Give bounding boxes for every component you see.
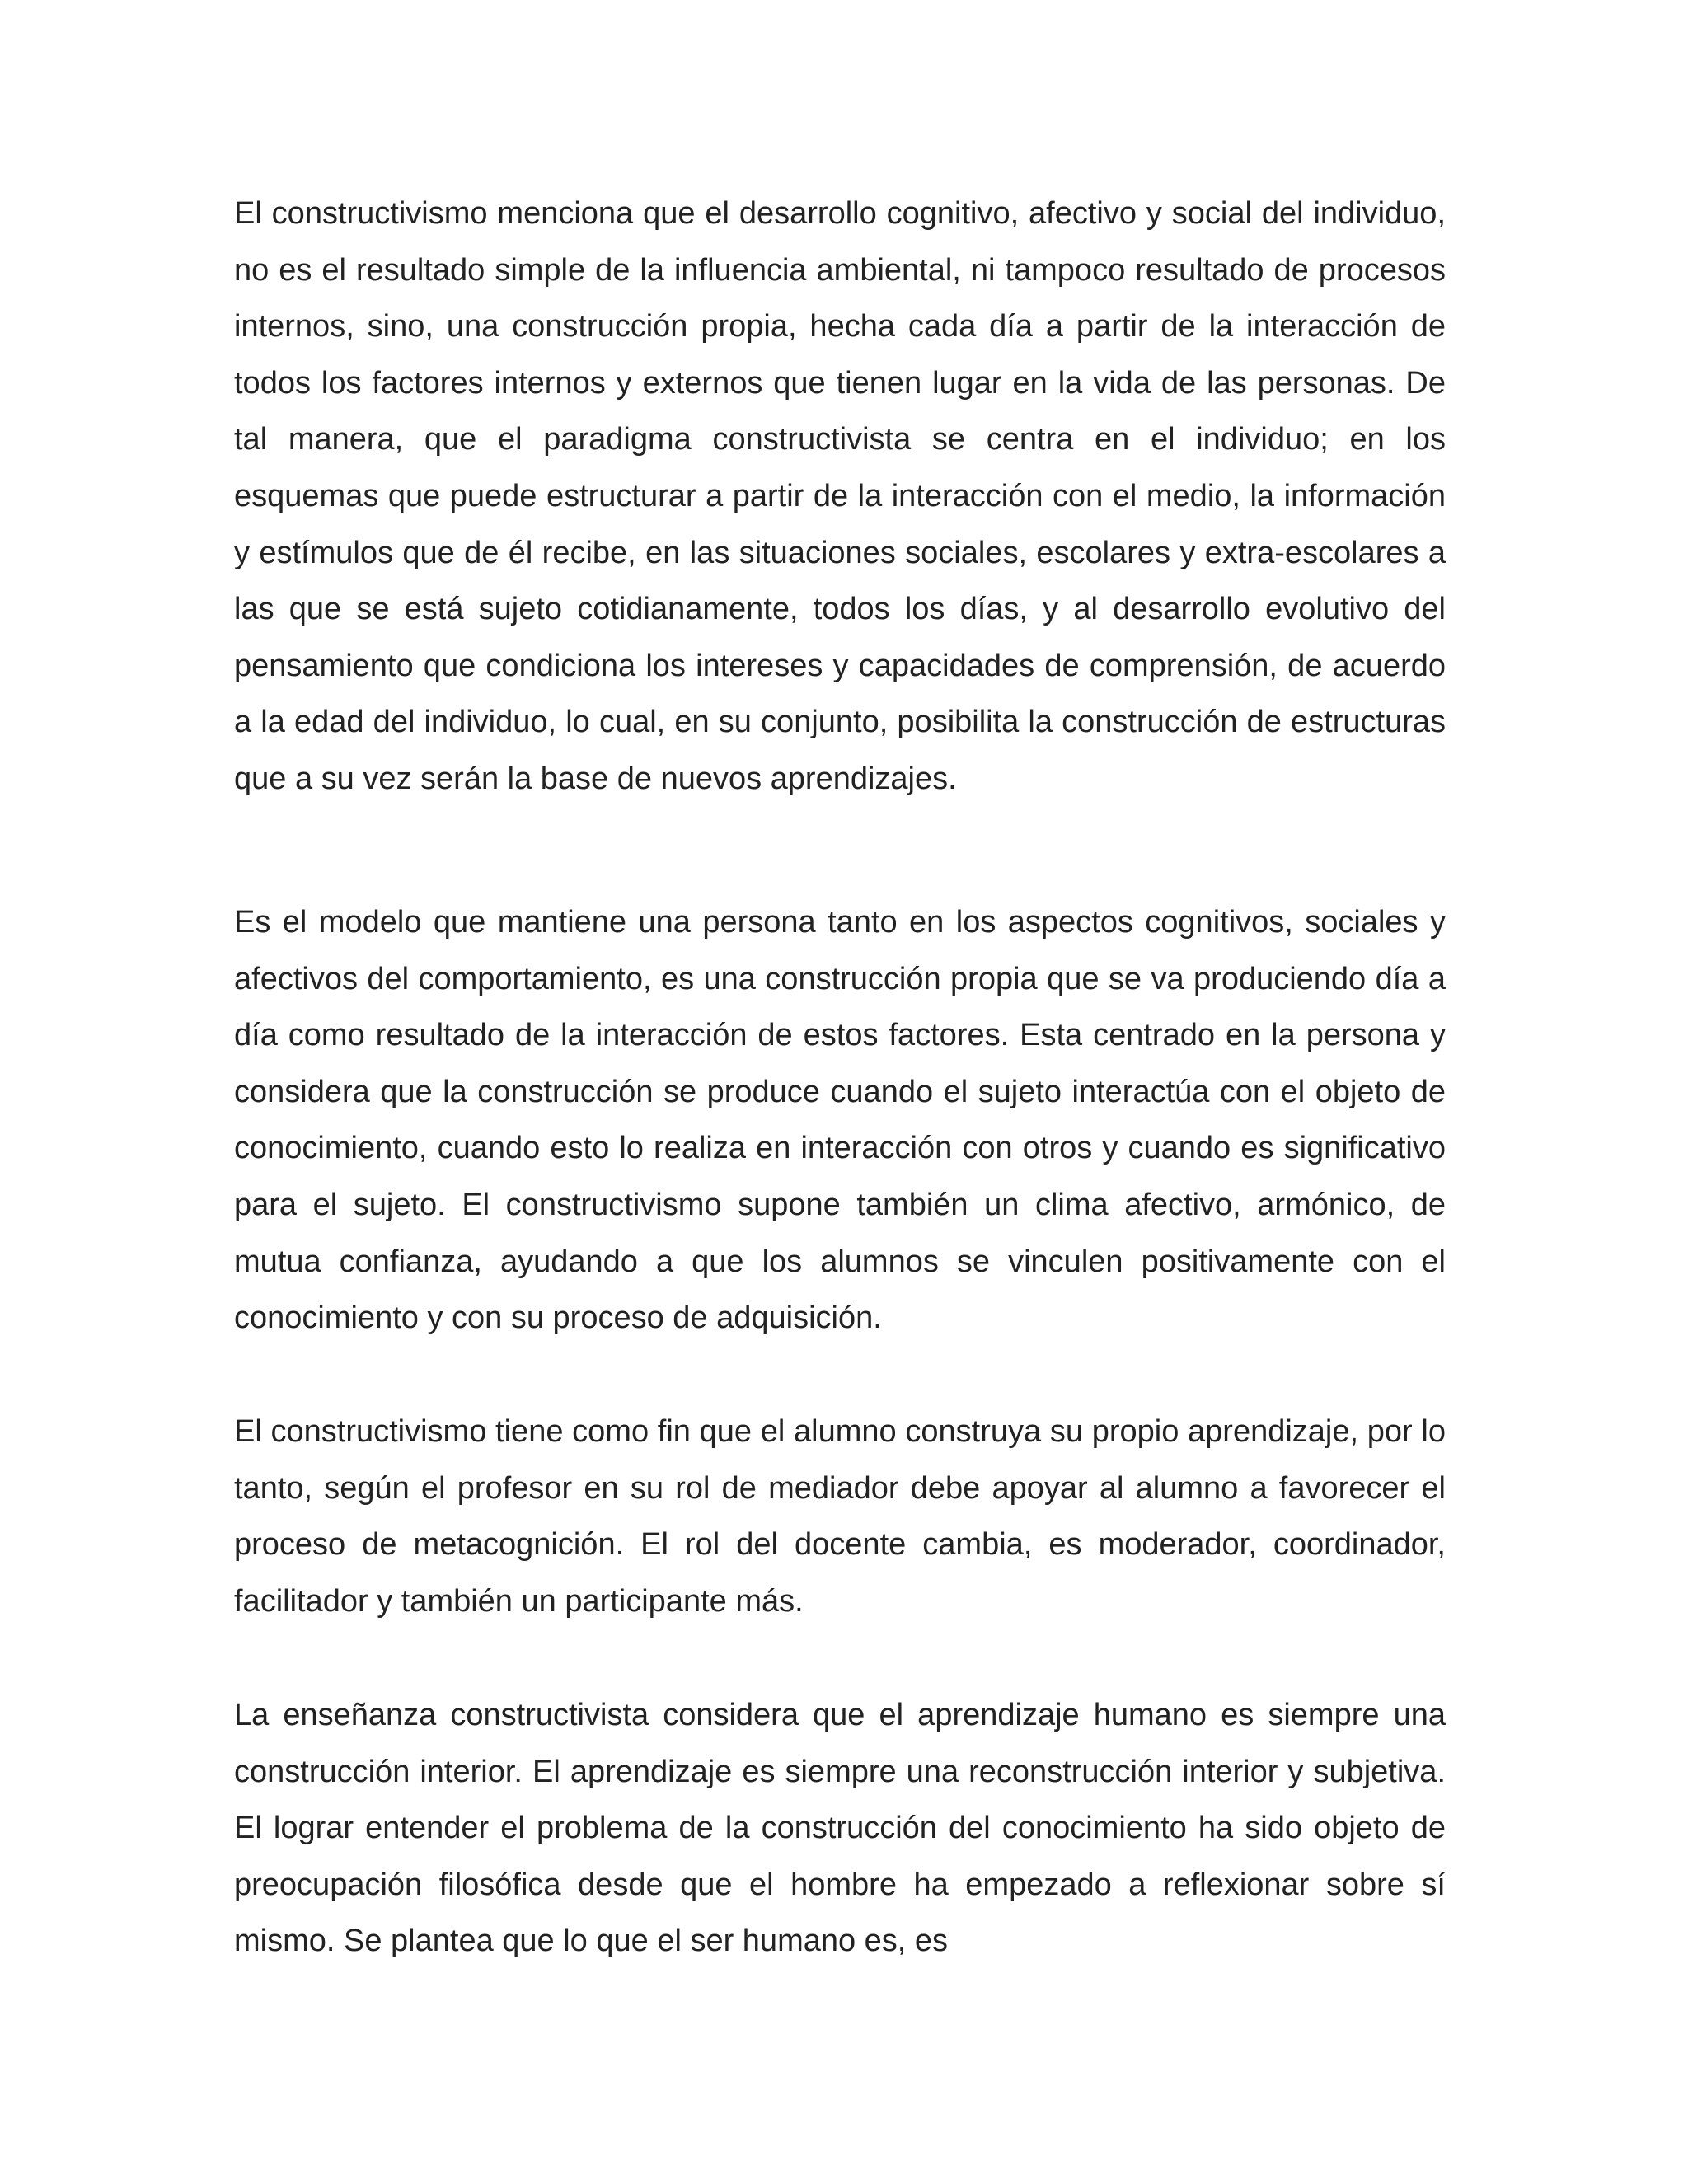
paragraph-text: La enseñanza constructivista considera que el aprendizaje humano es siempre una construcción interior. El aprendizaje es siempre una reconstrucción interior y subjetiva. El lograr entender el problema de la construcción del conocimiento ha sido objeto de preocupación filosófica desde que el hombre ha empezado a reflexionar sobre sí mismo. Se plantea que lo que el ser humano es, es <box>234 1698 1446 1959</box>
paragraph-text: Es el modelo que mantiene una persona tanto en los aspectos cognitivos, sociales y afectivos del comportamiento, es una construcción propia que se va produciendo día a día como resultado de la interacción de estos factores. Esta centrado en la persona y considera que la construcción se produce cuando el sujeto interactúa con el objeto de conocimiento, cuando esto lo realiza en interacción con otros y cuando es significativo para el sujeto. El constructivismo supone también un clima afectivo, armónico, de mutua confianza, ayudando a que los alumnos se vinculen positivamente con el conocimiento y con su proceso de adquisición. <box>234 905 1446 1336</box>
paragraph-2 <box>234 894 1446 1347</box>
paragraph-text: El constructivismo tiene como fin que el alumno construya su propio aprendizaje, por lo tanto, según el profesor en su rol de mediador debe apoyar al alumno a favorecer el proceso de metacognición. El rol del docente cambia, es moderador, coordinador, facilitador y también un participante más. <box>234 1414 1446 1619</box>
paragraph-1 <box>234 185 1446 808</box>
paragraph-3 <box>234 1404 1446 1629</box>
paragraph-text: El constructivismo menciona que el desarrollo cognitivo, afectivo y social del individuo, no es el resultado simple de la influencia ambiental, ni tampoco resultado de procesos internos, sino, una construcción propia, hecha cada día a partir de la interacción de todos los factores internos y externos que tienen lugar en la vida de las personas. De tal manera, que el paradigma constructivista se centra en el individuo; en los esquemas que puede estructurar a partir de la interacción con el medio, la información y estímulos que de él recibe, en las situaciones sociales, escolares y extra-escolares a las que se está sujeto cotidianamente, todos los días, y al desarrollo evolutivo del pensamiento que condiciona los intereses y capacidades de comprensión, de acuerdo a la edad del individuo, lo cual, en su conjunto, posibilita la construcción de estructuras que a su vez serán la base de nuevos aprendizajes. <box>234 196 1446 796</box>
paragraph-4 <box>234 1687 1446 1970</box>
